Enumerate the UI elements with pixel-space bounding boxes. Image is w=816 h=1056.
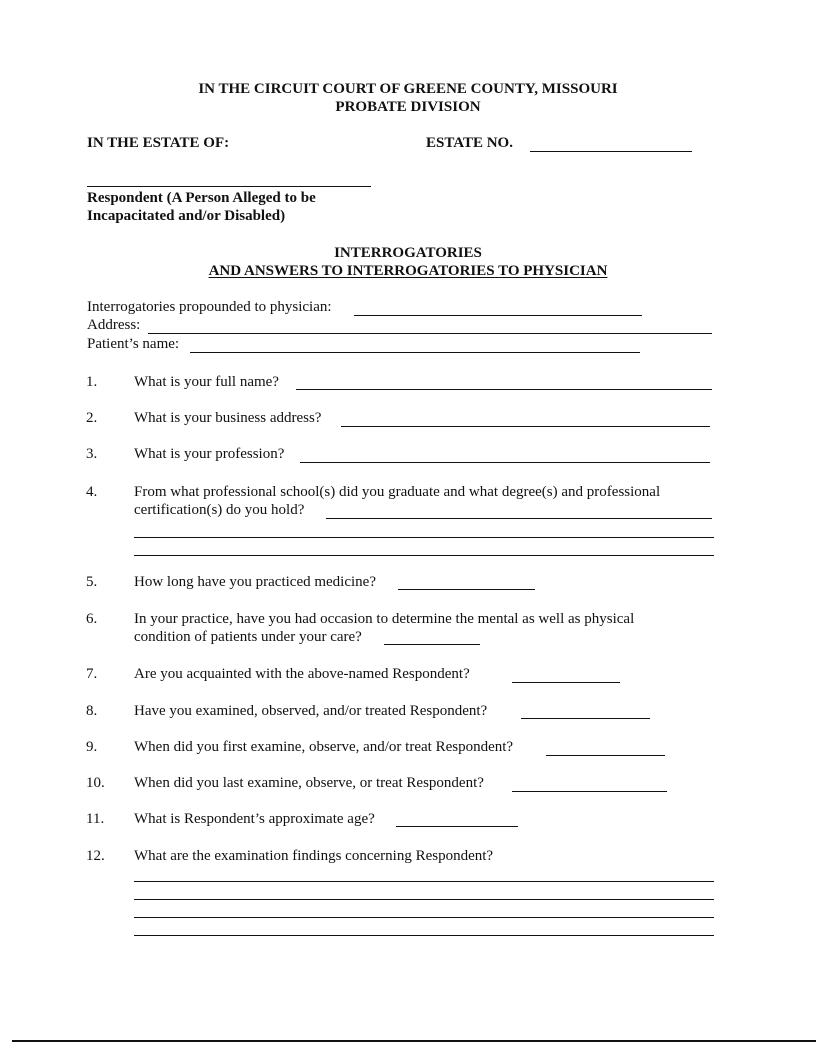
- question-number: 3.: [86, 446, 98, 462]
- address-blank[interactable]: [148, 333, 712, 334]
- patient-name-label: Patient’s name:: [87, 336, 180, 352]
- answer-blank[interactable]: [396, 826, 518, 827]
- estate-no-label: ESTATE NO.: [426, 135, 513, 151]
- question-number: 12.: [86, 848, 105, 864]
- question-text: Are you acquainted with the above-named Respondent?: [134, 666, 470, 682]
- answer-blank[interactable]: [512, 791, 667, 792]
- answer-blank[interactable]: [134, 917, 714, 918]
- question-number: 7.: [86, 666, 98, 682]
- court-division: PROBATE DIVISION: [335, 99, 481, 115]
- estate-of-label: IN THE ESTATE OF:: [87, 135, 230, 151]
- question-number: 10.: [86, 775, 105, 791]
- question-text: When did you first examine, observe, and/or treat Respondent?: [134, 739, 514, 755]
- answer-blank[interactable]: [384, 644, 480, 645]
- question-number: 11.: [86, 811, 105, 827]
- question-number: 5.: [86, 574, 98, 590]
- question-number: 8.: [86, 703, 98, 719]
- answer-blank[interactable]: [134, 899, 714, 900]
- answer-blank[interactable]: [134, 935, 714, 936]
- answer-blank[interactable]: [512, 682, 620, 683]
- question-text-continued: certification(s) do you hold?: [134, 502, 305, 518]
- page-bottom-rule: [12, 1040, 816, 1042]
- address-label: Address:: [87, 317, 141, 333]
- question-text: What are the examination findings concerning Respondent?: [134, 848, 494, 864]
- estate-no-blank[interactable]: [530, 151, 692, 152]
- answer-blank[interactable]: [521, 718, 650, 719]
- respondent-label-line1: Respondent (A Person Alleged to be: [87, 190, 316, 206]
- question-text: How long have you practiced medicine?: [134, 574, 376, 590]
- answer-blank[interactable]: [134, 881, 714, 882]
- question-text: What is your business address?: [134, 410, 322, 426]
- question-number: 1.: [86, 374, 98, 390]
- court-name: IN THE CIRCUIT COURT OF GREENE COUNTY, MISSOURI: [198, 81, 618, 97]
- question-text: Have you examined, observed, and/or treated Respondent?: [134, 703, 488, 719]
- question-number: 9.: [86, 739, 98, 755]
- respondent-name-blank[interactable]: [87, 186, 371, 187]
- propounded-to-label: Interrogatories propounded to physician:: [87, 299, 332, 315]
- answer-blank[interactable]: [296, 389, 712, 390]
- question-number: 6.: [86, 611, 98, 627]
- document-subtitle: AND ANSWERS TO INTERROGATORIES TO PHYSICIAN: [208, 263, 608, 279]
- answer-blank[interactable]: [341, 426, 710, 427]
- question-text: In your practice, have you had occasion to determine the mental as well as physical: [134, 611, 635, 627]
- question-number: 4.: [86, 484, 98, 500]
- answer-blank[interactable]: [134, 555, 714, 556]
- question-text: From what professional school(s) did you graduate and what degree(s) and professional: [134, 484, 661, 500]
- document-title: INTERROGATORIES: [334, 245, 482, 261]
- patient-name-blank[interactable]: [190, 352, 640, 353]
- propounded-to-blank[interactable]: [354, 315, 642, 316]
- answer-blank[interactable]: [300, 462, 710, 463]
- question-number: 2.: [86, 410, 98, 426]
- answer-blank[interactable]: [134, 537, 714, 538]
- question-text-continued: condition of patients under your care?: [134, 629, 362, 645]
- question-text: What is your full name?: [134, 374, 279, 390]
- answer-blank[interactable]: [398, 589, 535, 590]
- respondent-label-line2: Incapacitated and/or Disabled): [87, 208, 286, 224]
- answer-blank[interactable]: [326, 518, 712, 519]
- question-text: When did you last examine, observe, or treat Respondent?: [134, 775, 484, 791]
- question-text: What is your profession?: [134, 446, 285, 462]
- answer-blank[interactable]: [546, 755, 665, 756]
- question-text: What is Respondent’s approximate age?: [134, 811, 375, 827]
